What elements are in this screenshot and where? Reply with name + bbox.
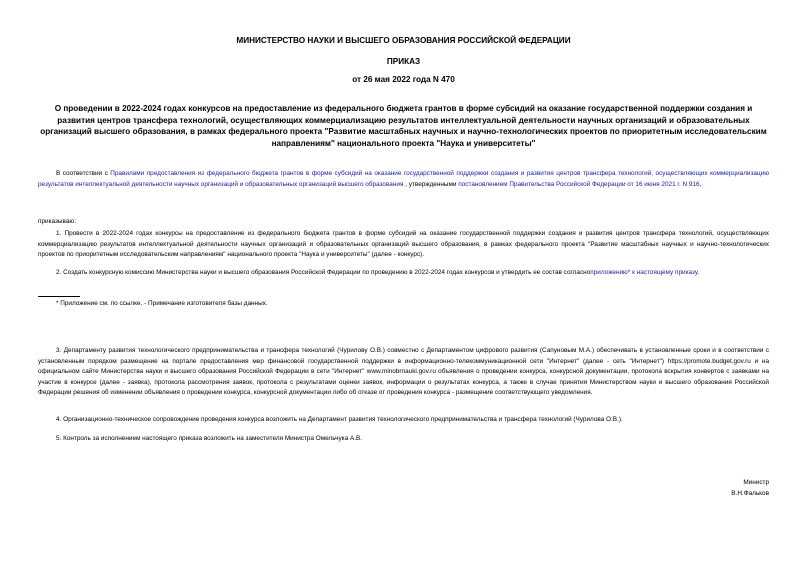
order-title: О проведении в 2022-2024 годах конкурсов на предоставление из федерального бюджета грантов в форме субсидий на оказание государственной поддержки создания и развития центров трансфера технологий, осуществляющих коммерциализацию результатов интеллектуальной деятельности научных организаций и образовательных организаций высшего образования, в рамках федерального проекта "Развитие масштабных научных и научно-технологических проектов по приоритетным исследовательским направлениям" национального проекта "Наука и университеты" [40,104,767,149]
ministry-heading: МИНИСТЕРСТВО НАУКИ И ВЫСШЕГО ОБРАЗОВАНИЯ РОССИЙСКОЙ ФЕДЕРАЦИИ [236,36,571,45]
basis-paragraph [38,169,769,190]
item-5-paragraph: 5. Контроль за исполнением настоящего приказа возложить на заместителя Министра Омельчука А.В. [56,435,363,442]
footnote-divider [38,296,80,297]
item-2-end: . [697,269,700,276]
footnote-text: * Приложение см. по ссылке. - Примечание изготовителя базы данных. [56,300,268,307]
item-3-paragraph: 3. Департаменту развития технологического предпринимательства и трансфера технологий (Чурилову О.В.) совместно с Департаментом цифрового развития (Сапуновым М.А.) обеспечивать в установленные сроки и в соответствии с установленным порядком размещение на портале предоставления мер финансовой государственной поддержки в информационно-телекоммуникационной сети "Интернет" (далее - сеть "Интернет") https://promote.budget.gov.ru и на официальном сайте Министерства науки и высшего образования Российской Федерации в сети "Интернет" www.minobrnauki.gov.ru объявления о проведении конкурса, конкурсной документации, протокола вскрытия конвертов с заявками на участие в конкурсе (далее - заявка), протокола рассмотрения заявок, протокола с результатами оценки заявок, информации о результатах конкурса, а также в случае принятия Министерством науки и высшего образования Российской Федерации решения об изменении объявления о проведении конкурса, конкурсной документации либо об отказе от проведения конкурса - размещение соответствующего уведомления. [38,347,769,397]
signatory-name: В.Н.Фальков [731,490,769,497]
basis-middle: , утвержденными [403,180,459,188]
doc-date-heading: от 26 мая 2022 года N 470 [352,75,455,84]
item-4-paragraph: 4. Организационно-техническое сопровождение проведения конкурса возложить на Департамент развития технологического предпринимательства и трансфера технологий (Чурилова О.В.). [56,416,623,423]
orders-word: приказываю: [38,218,76,225]
item-2-paragraph [38,268,769,279]
rules-link[interactable]: Правилами предоставления из федерального бюджета грантов в форме субсидий на оказание государственной поддержки создания и развития центров трансфера технологий, осуществляющих коммерциализацию результатов интеллектуальной деятельности научных организаций и образовательных организаций высшего образования [38,170,769,188]
item-2-text: 2. Создать конкурсную комиссию Министерства науки и высшего образования Российской Федерации по проведению в 2022-2024 годах конкурсов и утвердить ее состав согласно [56,269,591,276]
basis-prefix: В соответствии с [56,170,111,177]
appendix-link[interactable]: приложению* к настоящему приказу [590,269,698,276]
signatory-position: Министр [743,479,769,486]
basis-suffix: , [699,180,702,188]
doc-type-heading: ПРИКАЗ [386,57,421,66]
item-1-paragraph: 1. Провести в 2022-2024 годах конкурсы на предоставление из федерального бюджета грантов в форме субсидий на оказание государственной поддержки создания и развития центров трансфера технологий, осуществляющих коммерциализацию результатов интеллектуальной деятельности научных организаций и образовательных организаций высшего образования, в рамках федерального проекта "Развитие масштабных научных и научно-технологических проектов по приоритетным исследовательским направлениям" национального проекта "Наука и университеты" (далее - конкурс). [38,230,769,259]
decree-link[interactable]: постановлением Правительства Российской Федерации от 16 июня 2021 г. N 916 [458,180,700,188]
